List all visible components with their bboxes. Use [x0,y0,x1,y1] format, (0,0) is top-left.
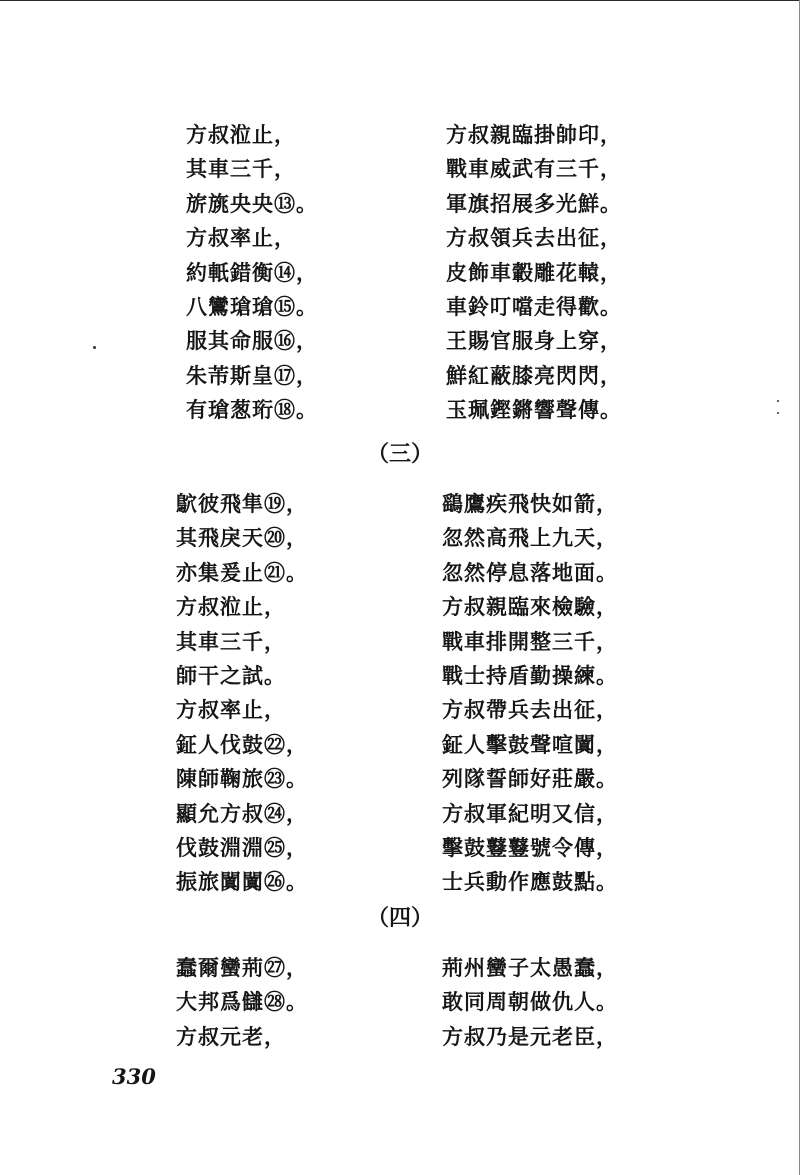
translation-verse: 車鈴叮噹走得歡。 [446,294,622,319]
original-verse: 鉦人伐鼓㉒， [176,731,308,757]
original-verse: 其飛戾天⑳， [176,525,308,551]
verse-line [0,152,800,186]
translation-verse: 王賜官服身上穿， [446,328,622,354]
translation-verse: 鉦人擊鼓聲喧闐， [442,731,618,757]
translation-verse: 戰車威武有三千， [446,156,622,182]
print-speck [777,412,779,414]
translation-verse: 戰士持盾勤操練。 [442,663,618,688]
translation-verse: 列隊誓師好莊嚴。 [442,766,618,792]
verse-line [0,831,800,865]
verse-line [0,625,800,659]
original-verse: 朱芾斯皇⑰， [186,362,318,388]
verse-line [0,762,800,796]
translation-verse: 士兵動作應鼓點。 [442,869,618,895]
verse-line [0,256,800,290]
original-verse: 有瑲葱珩⑱。 [186,397,318,423]
translation-verse: 方叔乃是元老臣， [442,1023,618,1049]
verse-line [0,359,800,393]
original-verse: 旂旐央央⑬。 [186,190,318,216]
translation-verse: 玉珮鏗鏘響聲傳。 [446,397,622,423]
translation-verse: 方叔親臨來檢驗， [442,594,618,620]
print-speck [93,346,96,349]
original-verse: 師干之試。 [176,663,286,688]
original-verse: 陳師鞠旅㉓。 [176,766,308,792]
translation-verse: 忽然停息落地面。 [442,559,618,585]
verse-line [0,221,800,255]
translation-verse: 擊鼓鼟鼟號令傳， [442,835,618,860]
original-verse: 約軝錯衡⑭， [186,259,318,285]
translation-verse: 皮飾車轂雕花轅， [446,259,622,285]
original-verse: 其車三千， [186,156,296,182]
top-rule [0,0,800,1]
original-verse: 振旅闐闐㉖。 [176,869,308,895]
translation-verse: 方叔帶兵去出征， [442,697,618,723]
original-verse: 蠢爾蠻荊㉗， [176,955,308,980]
original-verse: 八鸞瑲瑲⑮。 [186,294,318,319]
verse-line [0,118,800,152]
verse-line [0,951,800,985]
section-heading-4: （四） [366,905,433,931]
original-verse: 服其命服⑯， [186,328,318,354]
verse-line [0,1020,800,1054]
translation-verse: 敢同周朝做仇人。 [442,989,618,1015]
translation-verse: 忽然高飛上九天， [442,525,618,551]
section-heading-3: （三） [366,441,433,467]
translation-verse: 方叔領兵去出征， [446,225,622,251]
verse-line [0,393,800,427]
verse-line [0,324,800,358]
original-verse: 亦集爰止㉑。 [176,559,308,585]
print-speck [777,400,779,402]
original-verse: 方叔率止， [186,225,296,251]
translation-verse: 荊州蠻子太愚蠢， [442,955,618,980]
verse-line [0,590,800,624]
original-verse: 鴥彼飛隼⑲， [176,491,308,516]
translation-verse: 軍旗招展多光鮮。 [446,190,622,216]
original-verse: 方叔涖止， [176,594,286,620]
translation-verse: 鷂鷹疾飛快如箭， [442,491,618,516]
original-verse: 方叔涖止， [186,122,296,147]
original-verse: 大邦爲讎㉘。 [176,989,308,1015]
original-verse: 其車三千， [176,628,286,654]
verse-line [0,521,800,555]
verse-line [0,985,800,1019]
original-verse: 方叔元老， [176,1023,286,1049]
verse-line [0,659,800,693]
verse-line [0,487,800,521]
verse-line [0,797,800,831]
translation-verse: 方叔親臨掛帥印， [446,122,622,147]
verse-line [0,728,800,762]
verse-line [0,693,800,727]
original-verse: 顯允方叔㉔， [176,800,308,826]
translation-verse: 戰車排開整三千， [442,628,618,654]
verse-line [0,865,800,899]
verse-line [0,187,800,221]
original-verse: 方叔率止， [176,697,286,723]
verse-line [0,556,800,590]
translation-verse: 方叔軍紀明又信， [442,800,618,826]
translation-verse: 鮮紅蔽膝亮閃閃， [446,362,622,388]
original-verse: 伐鼓淵淵㉕， [176,835,308,860]
verse-line [0,290,800,324]
page-number: 330 [112,1064,156,1089]
